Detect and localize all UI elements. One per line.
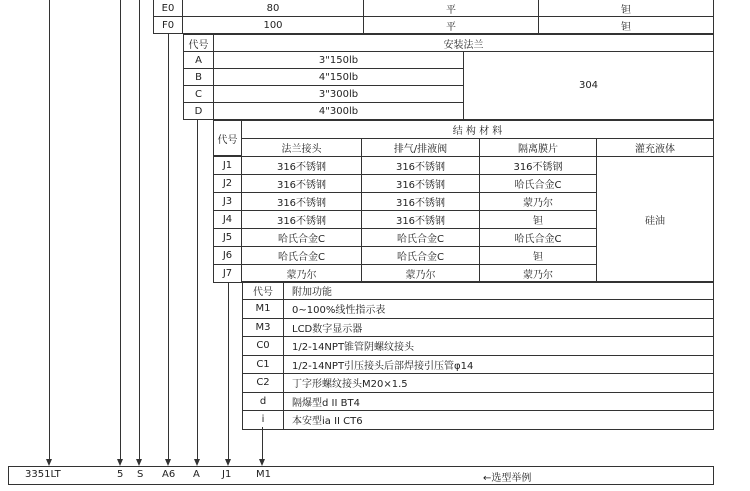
flange-title: 安装法兰	[213, 34, 714, 52]
top-row-code: F0	[153, 16, 183, 34]
function-row-desc: 隔爆型d II BT4	[283, 392, 714, 412]
function-row-desc: 1/2-14NPT引压接头后部焊接引压管φ14	[283, 355, 714, 375]
leader-line	[228, 283, 229, 461]
structure-row-code: J1	[213, 156, 242, 175]
top-row-col3: 平	[363, 0, 539, 17]
structure-column-header: 法兰接头	[241, 138, 362, 157]
structure-column-header: 隔离膜片	[479, 138, 597, 157]
leader-arrow-icon	[194, 459, 200, 466]
example-part: A	[193, 469, 200, 480]
function-row-code: C2	[242, 373, 284, 393]
structure-row-cell: 316不锈钢	[241, 210, 362, 229]
structure-column-header: 排气/排液阀	[361, 138, 480, 157]
structure-row-cell: 316不锈钢	[361, 174, 480, 193]
structure-row-code: J3	[213, 192, 242, 211]
structure-row-cell: 蒙乃尔	[479, 264, 597, 283]
fill-liquid-cell: 硅油	[596, 156, 714, 283]
leader-line	[120, 0, 121, 461]
flange-row-code: A	[183, 51, 214, 69]
leader-arrow-icon	[136, 459, 142, 466]
function-row-code: M3	[242, 318, 284, 338]
function-row-desc: 0~100%线性指示表	[283, 299, 714, 319]
connector-line	[213, 258, 214, 283]
example-part: M1	[256, 469, 271, 480]
leader-line	[168, 33, 169, 461]
flange-code-header: 代号	[183, 34, 214, 52]
function-row-code: i	[242, 410, 284, 430]
example-part: S	[137, 469, 144, 480]
structure-row-cell: 哈氏合金C	[361, 228, 480, 247]
leader-line	[49, 0, 50, 461]
leader-line	[197, 120, 198, 461]
top-row-col4: 钽	[538, 0, 714, 17]
structure-row-cell: 316不锈钢	[241, 174, 362, 193]
connector-line	[183, 102, 184, 120]
function-row-desc: 1/2-14NPT锥管阴螺纹接头	[283, 336, 714, 356]
structure-row-cell: 哈氏合金C	[361, 246, 480, 265]
structure-row-cell: 316不锈钢	[361, 156, 480, 175]
structure-row-cell: 哈氏合金C	[241, 228, 362, 247]
top-row-code: E0	[153, 0, 183, 17]
top-row-col3: 平	[363, 16, 539, 34]
example-part: 3351LT	[25, 469, 61, 480]
leader-arrow-icon	[225, 459, 231, 466]
structure-row-cell: 哈氏合金C	[479, 174, 597, 193]
structure-row-code: J2	[213, 174, 242, 193]
example-label: ←选型举例	[483, 473, 532, 484]
structure-row-cell: 哈氏合金C	[479, 228, 597, 247]
structure-column-header: 灌充液体	[596, 138, 714, 157]
function-title: 附加功能	[283, 281, 714, 300]
top-row-value: 100	[182, 16, 364, 34]
function-row-desc: 本安型ia II CT6	[283, 410, 714, 430]
structure-row-cell: 蒙乃尔	[241, 264, 362, 283]
structure-row-cell: 316不锈钢	[241, 156, 362, 175]
function-row-code: d	[242, 392, 284, 412]
function-row-desc: 丁字形螺纹接头M20×1.5	[283, 373, 714, 393]
structure-row-code: J6	[213, 246, 242, 265]
structure-title: 结 构 材 料	[241, 120, 714, 139]
function-row-code: C0	[242, 336, 284, 356]
function-row-code: M1	[242, 299, 284, 319]
example-part: J1	[222, 469, 232, 480]
function-row-desc: LCD数字显示器	[283, 318, 714, 338]
flange-row-value: 4"150lb	[213, 68, 464, 86]
function-row-code: C1	[242, 355, 284, 375]
structure-row-cell: 钽	[479, 246, 597, 265]
structure-row-cell: 316不锈钢	[361, 210, 480, 229]
example-part: 5	[117, 469, 124, 480]
leader-line	[262, 427, 263, 461]
leader-arrow-icon	[165, 459, 171, 466]
structure-row-cell: 蒙乃尔	[479, 192, 597, 211]
leader-arrow-icon	[117, 459, 123, 466]
leader-line	[139, 0, 140, 461]
structure-row-cell: 316不锈钢	[479, 156, 597, 175]
example-bar	[8, 466, 714, 485]
flange-row-code: C	[183, 85, 214, 103]
structure-row-cell: 316不锈钢	[361, 192, 480, 211]
top-row-value: 80	[182, 0, 364, 17]
structure-row-cell: 316不锈钢	[241, 192, 362, 211]
connector-line	[153, 16, 154, 34]
flange-material-cell: 304	[463, 51, 714, 120]
structure-code-header: 代号	[213, 120, 242, 156]
flange-row-code: D	[183, 102, 214, 120]
leader-arrow-icon	[259, 459, 265, 466]
structure-row-cell: 钽	[479, 210, 597, 229]
flange-row-value: 3"150lb	[213, 51, 464, 69]
structure-row-cell: 哈氏合金C	[241, 246, 362, 265]
structure-row-code: J7	[213, 264, 242, 283]
top-row-col4: 钽	[538, 16, 714, 34]
flange-row-code: B	[183, 68, 214, 86]
flange-row-value: 3"300lb	[213, 85, 464, 103]
leader-arrow-icon	[46, 459, 52, 466]
example-part: A6	[162, 469, 176, 480]
structure-row-code: J4	[213, 210, 242, 229]
function-code-header: 代号	[242, 281, 284, 300]
flange-row-value: 4"300lb	[213, 102, 464, 120]
structure-row-cell: 蒙乃尔	[361, 264, 480, 283]
structure-row-code: J5	[213, 228, 242, 247]
